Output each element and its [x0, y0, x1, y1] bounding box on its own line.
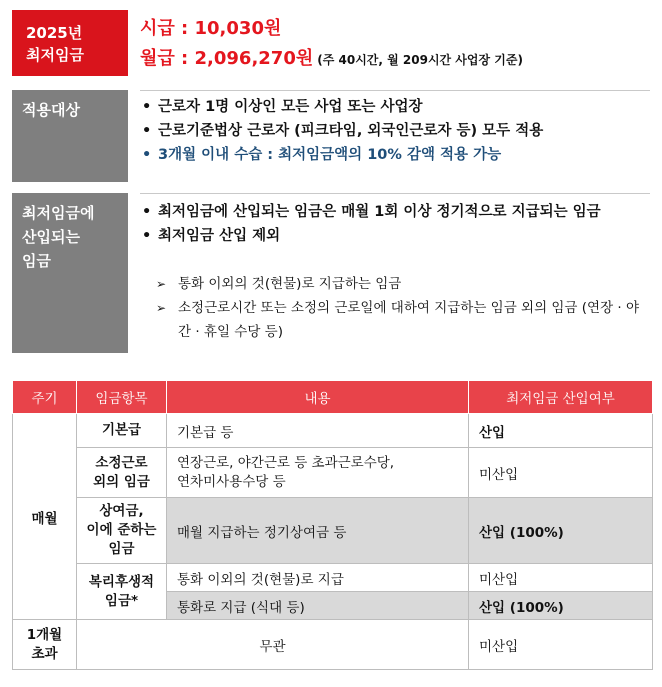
item-line: 소정근로	[95, 454, 148, 471]
result-bonus: 산입 (100%)	[469, 498, 653, 564]
exclusion-sublist	[156, 272, 646, 344]
monthly-wage-note: (주 40시간, 월 209시간 사업장 기준)	[317, 53, 523, 67]
header-period: 주기	[13, 381, 77, 414]
content-overtime	[167, 448, 469, 498]
wage-year-badge	[12, 10, 128, 76]
result-overtime: 미산입	[469, 448, 653, 498]
table-header-row	[13, 381, 653, 414]
header-content: 내용	[167, 381, 469, 414]
period-line: 1개월	[26, 626, 63, 643]
content-line: 연차미사용수당 등	[177, 473, 286, 490]
item-line: 외의 임금	[93, 473, 150, 490]
item-overtime	[77, 448, 167, 498]
year-label: 2025년	[26, 24, 83, 42]
included-item-exclusion: • 최저임금 산입 제외	[140, 224, 640, 248]
item-base: 기본급	[77, 414, 167, 448]
scope-divider	[140, 90, 650, 91]
item-line: 이에 준하는	[86, 522, 157, 538]
period-monthly: 매월	[13, 414, 77, 620]
item-bonus	[77, 498, 167, 564]
min-wage-label: 최저임금	[26, 46, 84, 64]
content-line: 연장근로, 야간근로 등 초과근로수당,	[177, 454, 395, 471]
result-welfare-inkind: 미산입	[469, 564, 653, 592]
hourly-wage: 시급 : 10,030원	[140, 18, 282, 39]
result-welfare-cash: 산입 (100%)	[469, 592, 653, 620]
scope-label	[12, 90, 128, 182]
result-base: 산입	[469, 414, 653, 448]
header-item: 임금항목	[77, 381, 167, 414]
exclusion-subitem: ➢ 통화 이외의 것(현물)로 지급하는 임금	[156, 272, 646, 296]
monthly-wage-line	[140, 44, 523, 70]
included-label	[12, 193, 128, 353]
table-row	[13, 414, 653, 448]
wage-inclusion-table	[12, 380, 653, 670]
table-row	[13, 564, 653, 592]
table-row	[13, 448, 653, 498]
scope-item: • 근로자 1명 이상인 모든 사업 또는 사업장	[140, 95, 543, 119]
table-row	[13, 620, 653, 670]
item-line: 임금	[108, 541, 135, 557]
included-divider	[140, 193, 650, 194]
content-welfare-cash: 통화로 지급 (식대 등)	[167, 592, 469, 620]
scope-item: • 근로기준법상 근로자 (피크타임, 외국인근로자 등) 모두 적용	[140, 119, 543, 143]
included-item: • 최저임금에 산입되는 임금은 매월 1회 이상 정기적으로 지급되는 임금	[140, 200, 640, 224]
item-line: 상여금,	[99, 503, 144, 519]
item-line: 임금*	[104, 592, 139, 609]
scope-label-text: 적용대상	[22, 101, 80, 119]
content-bonus: 매월 지급하는 정기상여금 등	[167, 498, 469, 564]
content-welfare-inkind: 통화 이외의 것(현물)로 지급	[167, 564, 469, 592]
item-welfare	[77, 564, 167, 620]
result-over-month: 미산입	[469, 620, 653, 670]
item-line: 복리후생적	[88, 573, 155, 590]
content-base: 기본급 등	[167, 414, 469, 448]
included-list	[140, 200, 640, 248]
included-label-line: 임금	[22, 252, 51, 270]
table-row	[13, 498, 653, 564]
period-line: 초과	[31, 645, 58, 662]
period-over-month	[13, 620, 77, 670]
scope-list	[140, 95, 543, 167]
included-label-line: 최저임금에	[22, 204, 95, 222]
scope-item-probation: • 3개월 이내 수습 : 최저임금액의 10% 감액 적용 가능	[140, 143, 543, 167]
monthly-wage: 월급 : 2,096,270원	[140, 48, 314, 69]
included-label-line: 산입되는	[22, 228, 80, 246]
header-inclusion: 최저임금 산입여부	[469, 381, 653, 414]
content-over-month: 무관	[77, 620, 469, 670]
exclusion-subitem: ➢ 소정근로시간 또는 소정의 근로일에 대하여 지급하는 임금 외의 임금 (연장 · 야간 · 휴일 수당 등)	[156, 296, 646, 344]
